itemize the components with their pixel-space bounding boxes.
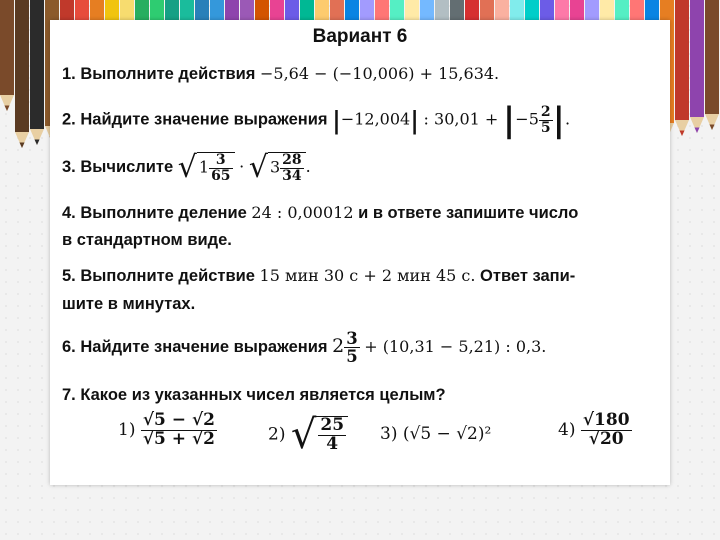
sqrt-1 [197, 152, 235, 183]
option-3-label: 3) [380, 424, 398, 444]
task-5-expression: 15 мин 30 с + 2 мин 45 с. [259, 266, 476, 285]
task-6-fraction [344, 330, 359, 366]
fraction-numerator: 3 [209, 153, 232, 169]
task-3-end: . [305, 156, 311, 176]
task-2-end: . [565, 109, 571, 129]
mixed-whole: 3 [269, 157, 281, 177]
sqrt-2-fraction [280, 153, 303, 183]
abs-bar-left-2: | [502, 100, 516, 140]
fraction-numerator: 25 [320, 415, 345, 436]
fraction-denominator: 34 [282, 167, 302, 184]
option-2-sqrt [316, 416, 348, 454]
task-7 [62, 386, 446, 405]
option-4-label: 4) [558, 419, 576, 440]
task-2-expr-c: −5 [515, 109, 539, 129]
option-2-label: 2) [268, 424, 286, 445]
abs-bar-right: | [410, 105, 419, 135]
option-3 [380, 424, 491, 444]
sqrt-sign-2: √ [248, 150, 268, 185]
task-1-number: 1. [62, 65, 76, 83]
multiply-dot: · [239, 156, 245, 176]
task-4-line-2: в стандартном виде. [62, 231, 232, 249]
task-7-number: 7. [62, 386, 76, 404]
option-1-fraction [141, 412, 217, 449]
task-5-text: Выполните действие [80, 267, 255, 285]
task-2-text: Найдите значение выражения [80, 110, 328, 129]
pencil-shape [0, 0, 14, 111]
option-1-label: 1) [118, 419, 136, 440]
task-4-expression: 24 : 0,00012 [251, 203, 354, 222]
fraction-denominator: √20 [588, 428, 624, 449]
task-3-text: Вычислите [80, 157, 174, 176]
option-1 [118, 412, 217, 449]
fraction-denominator: 5 [346, 347, 358, 367]
pencil-shape [15, 0, 29, 148]
abs-bar-right-2: | [552, 100, 566, 140]
task-4-text-2: и в ответе запишите число [358, 204, 579, 222]
fraction-numerator: √180 [582, 410, 630, 430]
pencil-shape [705, 0, 719, 130]
task-5 [62, 266, 575, 286]
task-5-number: 5. [62, 267, 76, 285]
task-6-text: Найдите значение выражения [80, 338, 328, 357]
task-3-number: 3. [62, 157, 76, 176]
fraction-denominator: √5 + √2 [142, 428, 215, 449]
task-6-expression: + (10,31 − 5,21) : 0,3. [364, 337, 547, 357]
task-5-line-2: шите в минутах. [62, 295, 196, 313]
option-4-fraction [581, 412, 632, 449]
fraction-numerator: √5 − √2 [142, 410, 215, 430]
mixed-whole: 1 [198, 157, 210, 177]
fraction-numerator: 28 [282, 151, 302, 168]
fraction-numerator: 2 [540, 103, 551, 120]
task-2-number: 2. [62, 110, 76, 129]
pencil-shape [30, 0, 44, 145]
mixed-whole: 2 [332, 335, 345, 358]
option-2 [268, 412, 348, 458]
option-3-expression: (√5 − √2)² [402, 424, 492, 444]
worksheet-card [50, 20, 670, 485]
sqrt-2 [268, 152, 306, 183]
task-2-expr-b: : 30,01 + [423, 109, 499, 129]
task-6 [62, 330, 546, 366]
fraction-numerator: 3 [346, 329, 358, 348]
pencil-shape [690, 0, 704, 133]
task-6-number: 6. [62, 338, 76, 357]
task-1-text: Выполните действия [80, 65, 256, 83]
task-2-fraction [539, 105, 553, 135]
worksheet-title: Вариант 6 [312, 26, 408, 47]
sqrt-sign: √ [177, 150, 197, 185]
task-1-expression: −5,64 − (−10,006) + 15,634. [260, 64, 500, 83]
abs-bar-left: | [332, 105, 341, 135]
pencil-shape [675, 0, 689, 136]
task-1 [62, 64, 499, 84]
task-4 [62, 203, 578, 223]
fraction-denominator: 4 [326, 434, 339, 454]
task-5-text-2: Ответ запи- [480, 267, 576, 285]
task-2-expr-a: −12,004 [340, 109, 411, 129]
task-3 [62, 150, 311, 185]
option-4 [558, 412, 632, 449]
task-7-text: Какое из указанных чисел является целым? [80, 386, 446, 404]
fraction-denominator: 65 [211, 167, 231, 184]
task-2 [62, 100, 570, 140]
sqrt-sign: √ [290, 412, 317, 458]
task-4-text: Выполните деление [80, 204, 247, 222]
task-4-number: 4. [62, 204, 76, 222]
option-2-fraction [318, 417, 346, 454]
fraction-denominator: 5 [540, 119, 551, 136]
sqrt-1-fraction [209, 153, 232, 183]
